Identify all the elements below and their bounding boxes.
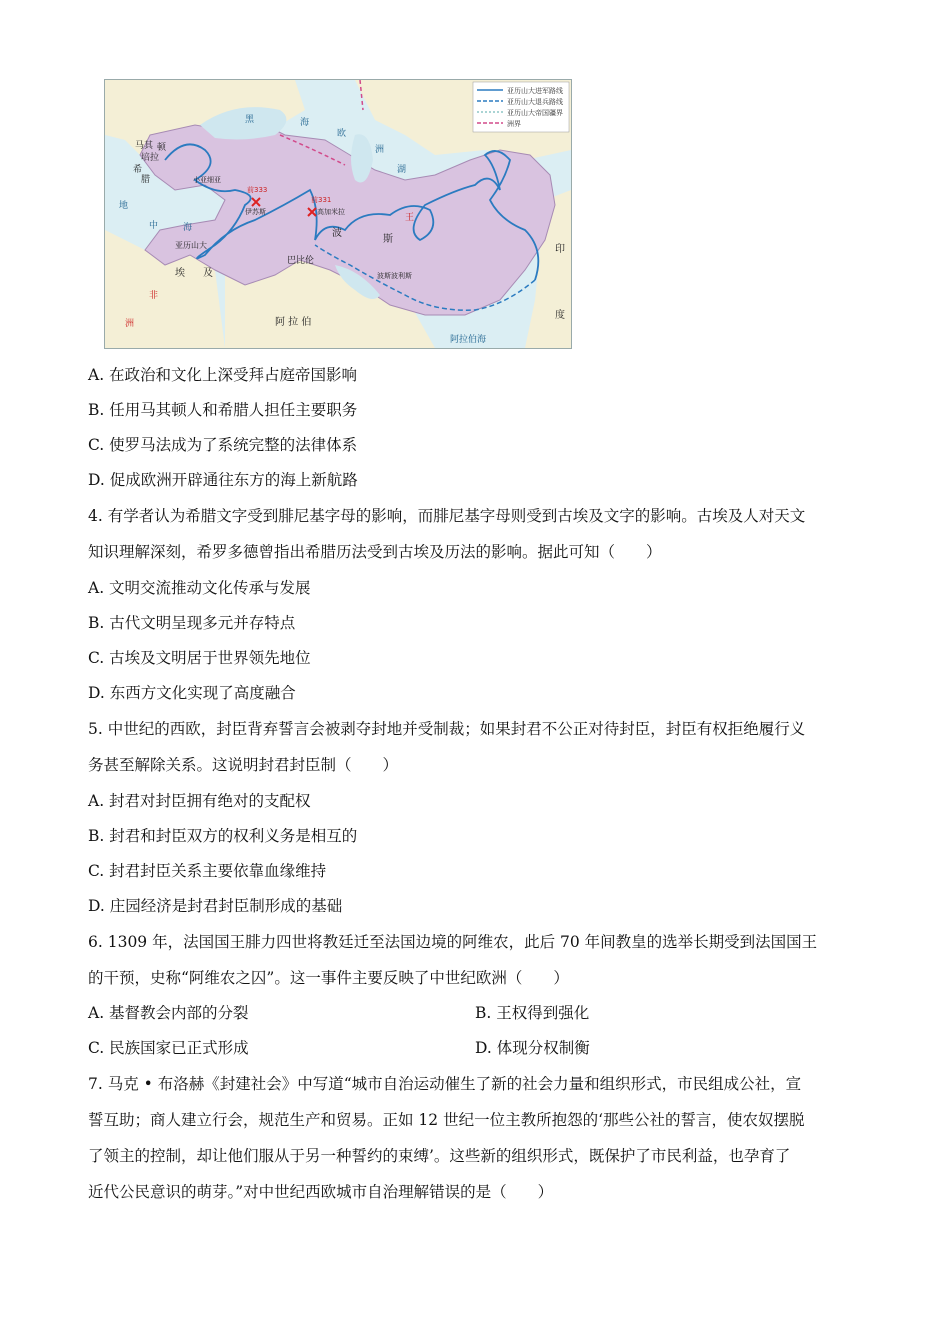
q6-option-b: B. 王权得到强化 (475, 1004, 590, 1022)
label-gaugamela: 高加米拉 (317, 208, 345, 216)
legend-retreat: 亚历山大退兵路线 (507, 98, 563, 106)
label-issus: 伊苏斯 (245, 208, 266, 216)
q4-option-c: C. 古埃及文明居于世界领先地位 (88, 649, 311, 667)
label-wang: 王 (405, 213, 415, 223)
label-persepolis: 波斯波利斯 (377, 272, 412, 280)
label-xiaoya: 小亚细亚 (193, 176, 221, 184)
label-bay: 阿拉伯海 (450, 335, 487, 345)
q5-stem-line1: 5. 中世纪的西欧，封臣背弃誓言会被剥夺封地并受制裁；如果封君不公正对待封臣，封臣有权拒绝履行义 (88, 720, 806, 738)
label-zhong: 中 (149, 221, 159, 231)
label-pei: 培拉 (141, 153, 160, 163)
q3-option-b: B. 任用马其顿人和希腊人担任主要职务 (88, 401, 358, 419)
q6-option-c: C. 民族国家已正式形成 (88, 1039, 249, 1057)
label-issus-year: 前333 (247, 186, 268, 194)
label-la: 腊 (141, 175, 151, 185)
q7-stem-line2: 誓互助；商人建立行会，规范生产和贸易。正如 12 世纪一位主教所抱怨的‘那些公社的誓言，使农奴摆脱 (88, 1111, 805, 1129)
label-di: 地 (119, 201, 129, 211)
alexander-campaign-map (104, 79, 572, 349)
q5-option-b: B. 封君和封臣双方的权利义务是相互的 (88, 827, 358, 845)
q7-stem-line1: 7. 马克 • 布洛赫《封建社会》中写道“城市自治运动催生了新的社会力量和组织形式，市民组成公社，宣 (88, 1075, 802, 1093)
label-fei: 非 (149, 291, 159, 301)
label-ou: 欧 (337, 129, 347, 139)
q5-option-d: D. 庄园经济是封君封臣制形成的基础 (88, 897, 343, 915)
q4-option-d: D. 东西方文化实现了高度融合 (88, 684, 296, 702)
label-xi: 希 (133, 165, 143, 175)
label-ai: 埃 (175, 268, 185, 279)
label-zhou1: 洲 (375, 145, 385, 155)
q3-option-d: D. 促成欧洲开辟通往东方的海上新航路 (88, 471, 358, 489)
label-zhou2: 洲 (125, 319, 135, 329)
legend-continent: 洲界 (507, 120, 521, 128)
q4-stem-line1: 4. 有学者认为希腊文字受到腓尼基字母的影响，而腓尼基字母则受到古埃及文字的影响。古埃及人对天文 (88, 507, 806, 525)
label-gaug-year: 前331 (311, 196, 332, 204)
q3-option-c: C. 使罗马法成为了系统完整的法律体系 (88, 436, 358, 454)
label-babylon: 巴比伦 (287, 256, 315, 266)
label-hu: 湖 (397, 165, 407, 175)
label-du: 度 (555, 310, 565, 321)
label-ji: 及 (203, 268, 213, 279)
q3-option-a: A. 在政治和文化上深受拜占庭帝国影响 (88, 366, 358, 384)
legend-advance: 亚历山大进军路线 (507, 87, 563, 95)
q6-option-a: A. 基督教会内部的分裂 (88, 1004, 249, 1022)
q5-option-a: A. 封君对封臣拥有绝对的支配权 (88, 792, 311, 810)
label-si: 斯 (383, 234, 393, 245)
q7-stem-line3: 了领主的控制，却让他们服从于另一种誓约的束缚’。这些新的组织形式，既保护了市民利益，也孕育了 (88, 1147, 791, 1165)
q4-option-a: A. 文明交流推动文化传承与发展 (88, 579, 311, 597)
label-ma: 马其 (135, 141, 154, 151)
label-alex: 亚历山大 (175, 241, 207, 250)
q4-stem-line2: 知识理解深刻，希罗多德曾指出希腊历法受到古埃及历法的影响。据此可知（ ） (88, 543, 662, 561)
label-bo: 波 (332, 228, 342, 239)
q6-stem-line2: 的干预，史称“阿维农之囚”。这一事件主要反映了中世纪欧洲（ ） (88, 969, 569, 987)
q6-stem-line1: 6. 1309 年，法国国王腓力四世将教廷迁至法国边境的阿维农，此后 70 年间教皇的选举长期受到法国国王 (88, 933, 818, 951)
q5-option-c: C. 封君封臣关系主要依靠血缘维持 (88, 862, 327, 880)
label-yin: 印 (555, 244, 565, 255)
label-hai1: 海 (300, 118, 310, 128)
map-graphic (105, 80, 571, 348)
q6-option-d: D. 体现分权制衡 (475, 1039, 590, 1057)
q4-option-b: B. 古代文明呈现多元并存特点 (88, 614, 296, 632)
legend-border: 亚历山大帝国疆界 (507, 109, 563, 117)
label-hai2: 海 (183, 223, 193, 233)
label-dun: 顿 (157, 143, 167, 153)
q7-stem-line4: 近代公民意识的萌芽。”对中世纪西欧城市自治理解错误的是（ ） (88, 1183, 554, 1201)
label-hei: 黑 (245, 115, 255, 125)
q5-stem-line2: 务甚至解除关系。这说明封君封臣制（ ） (88, 756, 399, 774)
label-alabo: 阿 拉 伯 (275, 317, 312, 328)
